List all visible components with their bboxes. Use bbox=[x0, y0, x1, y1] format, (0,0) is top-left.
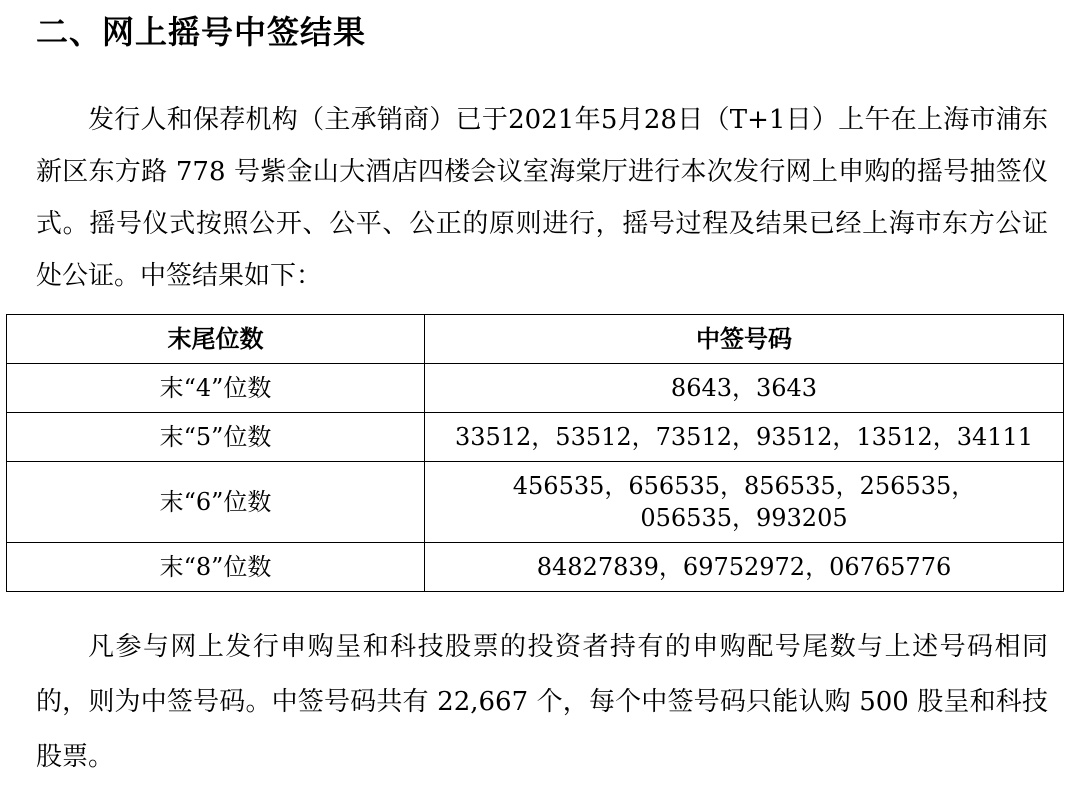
lottery-results-table bbox=[6, 314, 1064, 592]
tail-digits-cell: 末“4”位数 bbox=[7, 364, 425, 413]
header-tail-digits: 末尾位数 bbox=[7, 315, 425, 364]
header-winning-numbers: 中签号码 bbox=[425, 315, 1064, 364]
table-row bbox=[7, 364, 1064, 413]
winning-numbers-cell: 8643，3643 bbox=[425, 364, 1064, 413]
table-row bbox=[7, 462, 1064, 543]
tail-digits-cell: 末“5”位数 bbox=[7, 413, 425, 462]
table-header-row bbox=[7, 315, 1064, 364]
winning-numbers-cell: 456535，656535，856535，256535，056535，993205 bbox=[425, 462, 1064, 543]
intro-paragraph: 发行人和保荐机构（主承销商）已于2021年5月28日（T+1日）上午在上海市浦东新区东方路 778 号紫金山大酒店四楼会议室海棠厅进行本次发行网上申购的摇号抽签仪式。摇号仪式按照公开、公平、公正的原则进行，摇号过程及结果已经上海市东方公证处公证。中签结果如下： bbox=[36, 105, 1048, 291]
tail-digits-cell: 末“8”位数 bbox=[7, 543, 425, 592]
closing-paragraph: 凡参与网上发行申购呈和科技股票的投资者持有的申购配号尾数与上述号码相同的，则为中签号码。中签号码共有 22,667 个，每个中签号码只能认购 500 股呈和科技股票。 bbox=[36, 632, 1048, 772]
section-heading: 二、网上摇号中签结果 bbox=[36, 13, 367, 51]
winning-numbers-cell: 84827839，69752972，06765776 bbox=[425, 543, 1064, 592]
tail-digits-cell: 末“6”位数 bbox=[7, 462, 425, 543]
table-row bbox=[7, 413, 1064, 462]
winning-numbers-cell: 33512，53512，73512，93512，13512，34111 bbox=[425, 413, 1064, 462]
table-row bbox=[7, 543, 1064, 592]
